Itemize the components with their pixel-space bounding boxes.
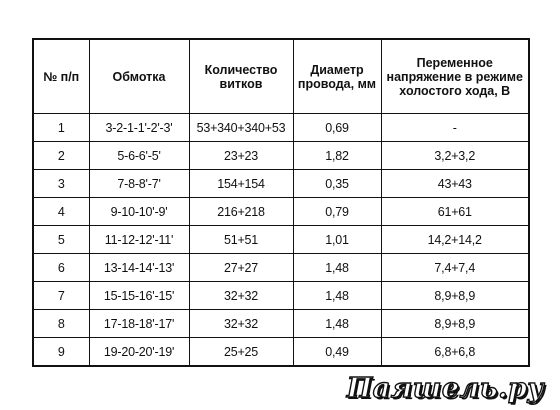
cell-diameter: 0,69 xyxy=(293,114,381,142)
cell-voltage: 8,9+8,9 xyxy=(381,282,529,310)
header-winding: Обмотка xyxy=(89,39,189,114)
table-row xyxy=(33,254,529,282)
cell-turns: 51+51 xyxy=(189,226,293,254)
cell-winding: 9-10-10'-9' xyxy=(89,198,189,226)
cell-winding: 19-20-20'-19' xyxy=(89,338,189,367)
cell-diameter: 0,35 xyxy=(293,170,381,198)
table-row xyxy=(33,282,529,310)
cell-number: 4 xyxy=(33,198,89,226)
site-watermark: Паяшель.ру xyxy=(346,373,544,404)
cell-diameter: 1,48 xyxy=(293,282,381,310)
header-voltage: Переменное напряжение в режиме холостого хода, В xyxy=(381,39,529,114)
header-number: № п/п xyxy=(33,39,89,114)
cell-diameter: 1,48 xyxy=(293,310,381,338)
cell-winding: 13-14-14'-13' xyxy=(89,254,189,282)
cell-winding: 7-8-8'-7' xyxy=(89,170,189,198)
cell-turns: 25+25 xyxy=(189,338,293,367)
table-row xyxy=(33,198,529,226)
cell-voltage: 14,2+14,2 xyxy=(381,226,529,254)
table-row xyxy=(33,338,529,367)
cell-winding: 15-15-16'-15' xyxy=(89,282,189,310)
cell-diameter: 0,49 xyxy=(293,338,381,367)
cell-number: 1 xyxy=(33,114,89,142)
header-row xyxy=(33,39,529,114)
cell-winding: 3-2-1-1'-2'-3' xyxy=(89,114,189,142)
table-header xyxy=(33,39,529,114)
cell-diameter: 1,01 xyxy=(293,226,381,254)
cell-turns: 32+32 xyxy=(189,282,293,310)
cell-turns: 216+218 xyxy=(189,198,293,226)
cell-voltage: 43+43 xyxy=(381,170,529,198)
cell-number: 6 xyxy=(33,254,89,282)
cell-number: 5 xyxy=(33,226,89,254)
table-row xyxy=(33,226,529,254)
cell-number: 3 xyxy=(33,170,89,198)
cell-diameter: 1,48 xyxy=(293,254,381,282)
table-row xyxy=(33,114,529,142)
table-row xyxy=(33,170,529,198)
cell-number: 8 xyxy=(33,310,89,338)
cell-voltage: 3,2+3,2 xyxy=(381,142,529,170)
cell-voltage: 61+61 xyxy=(381,198,529,226)
cell-turns: 32+32 xyxy=(189,310,293,338)
cell-voltage: 8,9+8,9 xyxy=(381,310,529,338)
cell-voltage: 6,8+6,8 xyxy=(381,338,529,367)
table-row xyxy=(33,142,529,170)
cell-diameter: 1,82 xyxy=(293,142,381,170)
cell-number: 2 xyxy=(33,142,89,170)
cell-number: 7 xyxy=(33,282,89,310)
cell-number: 9 xyxy=(33,338,89,367)
header-turns: Количество витков xyxy=(189,39,293,114)
winding-table xyxy=(32,38,530,367)
cell-winding: 11-12-12'-11' xyxy=(89,226,189,254)
cell-voltage: 7,4+7,4 xyxy=(381,254,529,282)
cell-turns: 53+340+340+53 xyxy=(189,114,293,142)
header-wire-diameter: Диаметр провода, мм xyxy=(293,39,381,114)
cell-voltage: - xyxy=(381,114,529,142)
table-row xyxy=(33,310,529,338)
table-body xyxy=(33,114,529,367)
cell-winding: 5-6-6'-5' xyxy=(89,142,189,170)
cell-winding: 17-18-18'-17' xyxy=(89,310,189,338)
cell-turns: 27+27 xyxy=(189,254,293,282)
cell-turns: 154+154 xyxy=(189,170,293,198)
cell-diameter: 0,79 xyxy=(293,198,381,226)
cell-turns: 23+23 xyxy=(189,142,293,170)
